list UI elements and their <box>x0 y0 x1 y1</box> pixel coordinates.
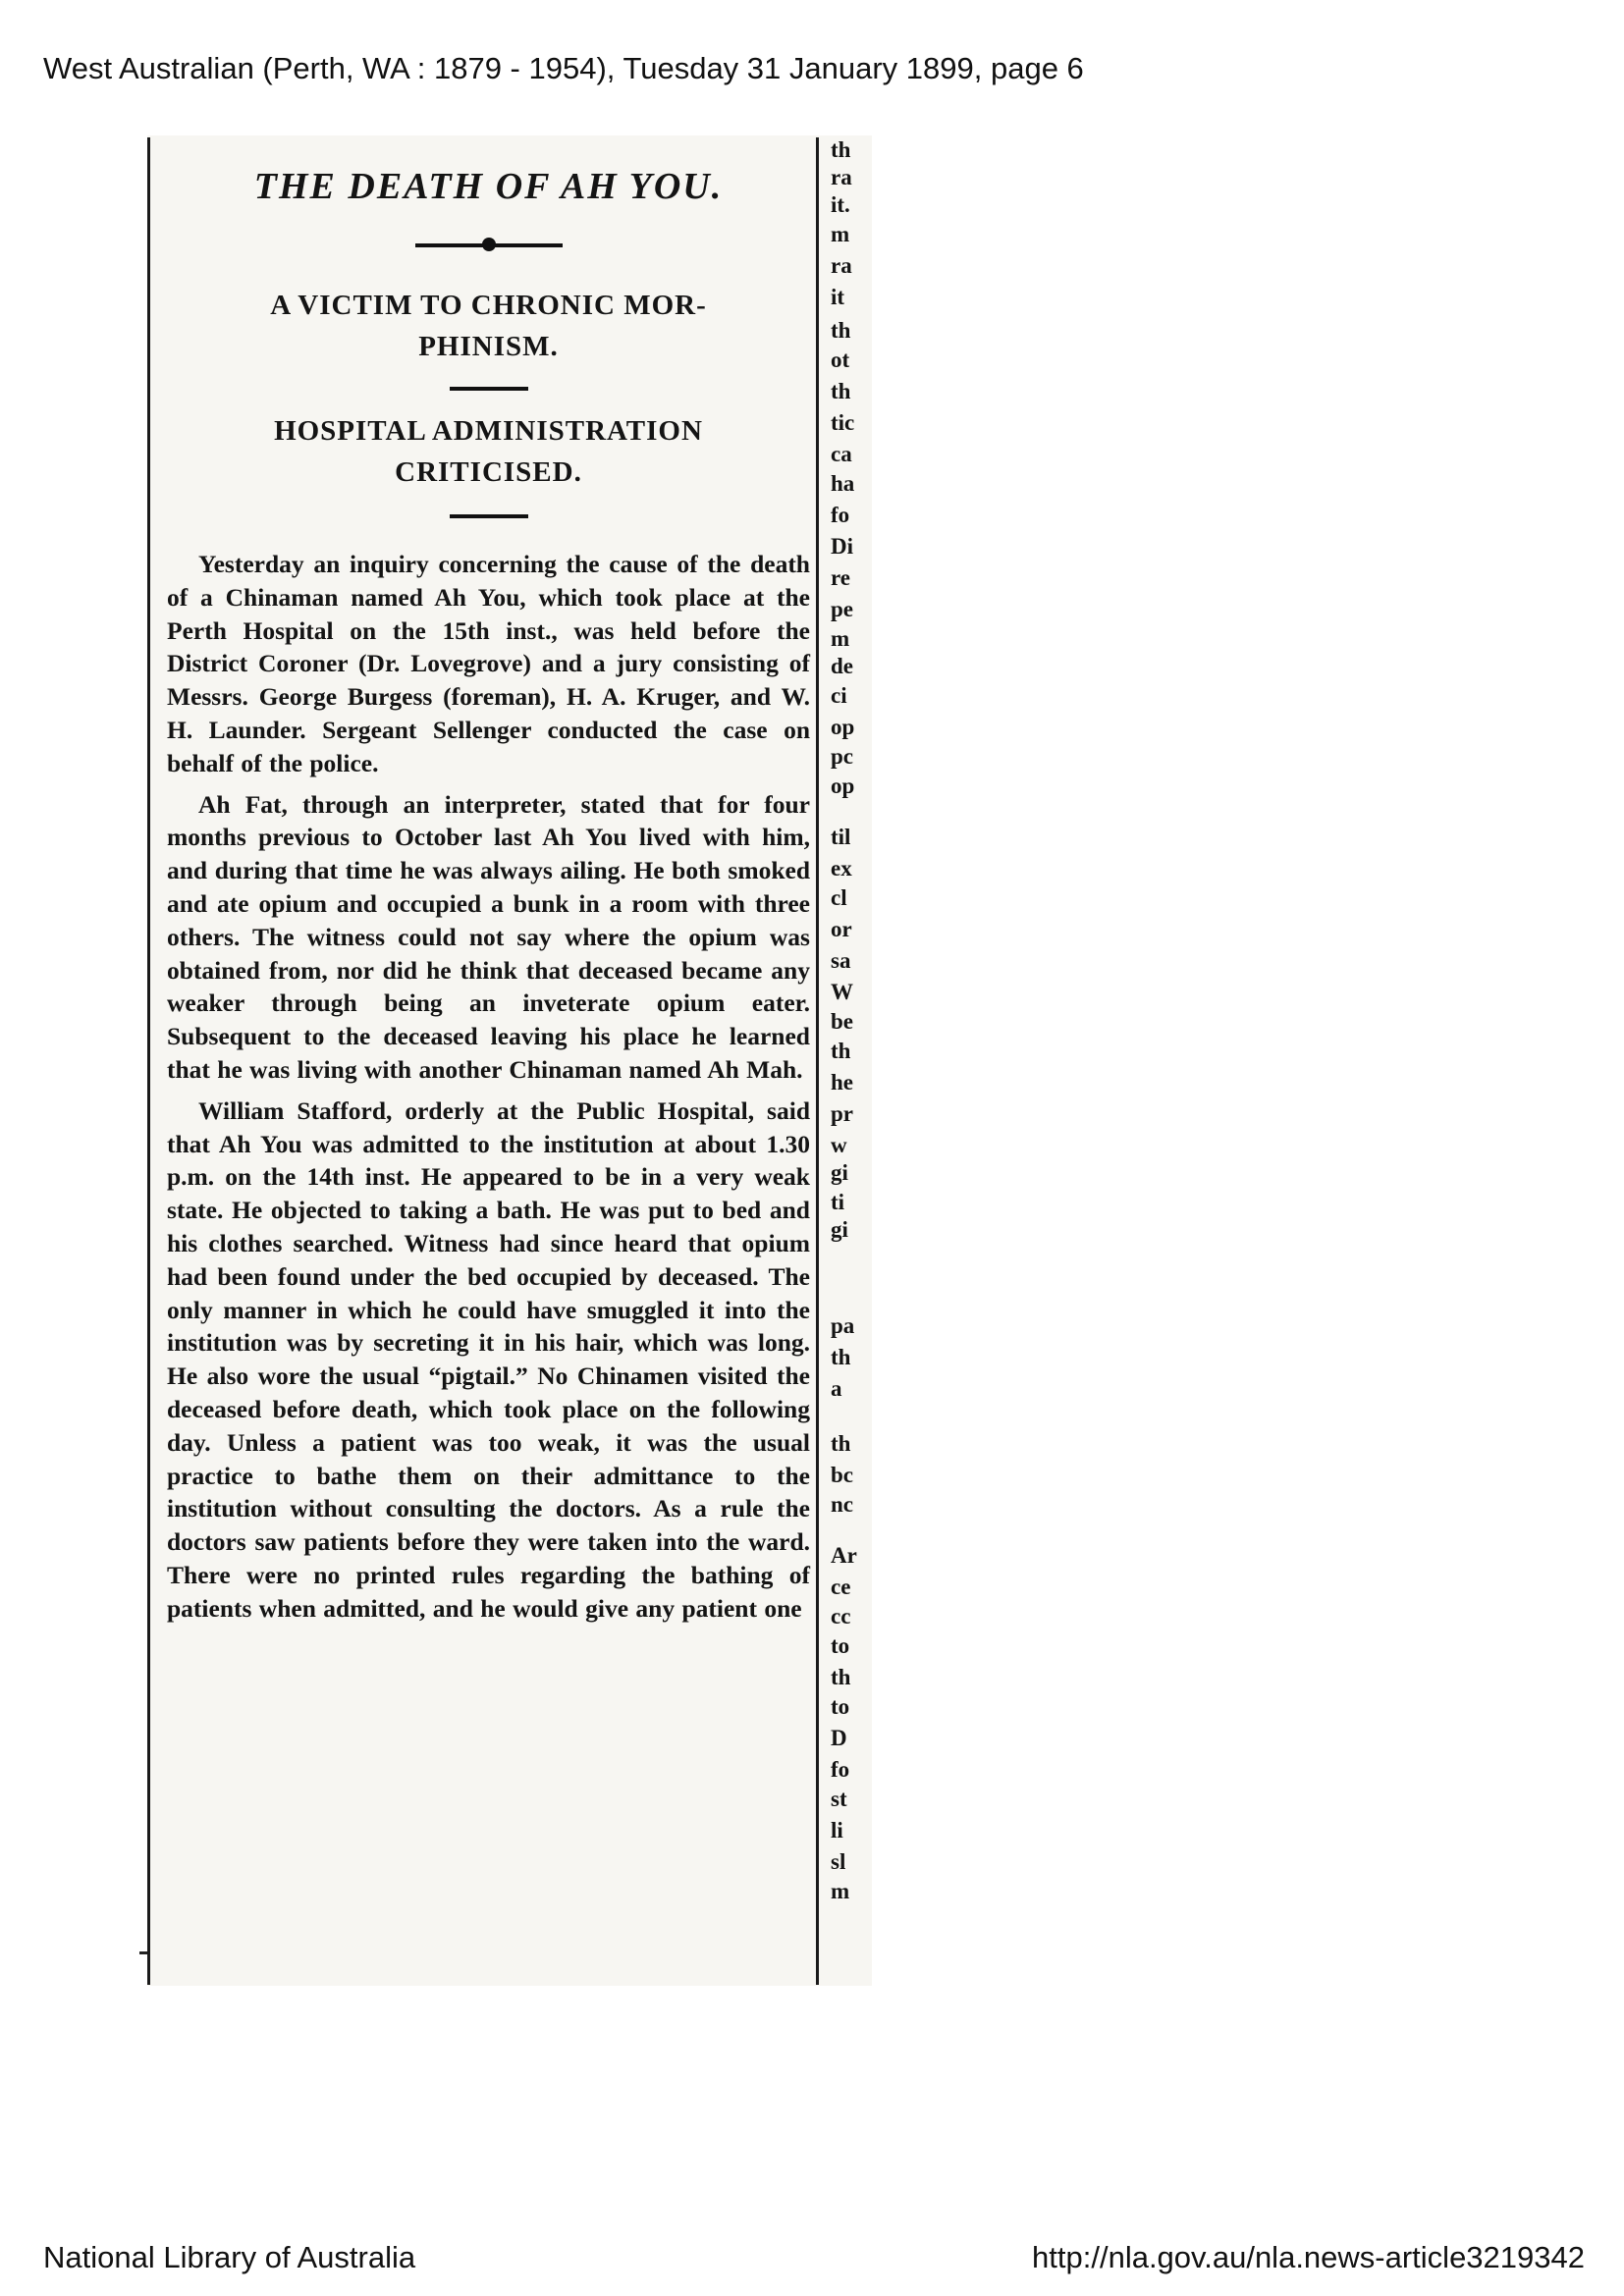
adjacent-fragment: gi <box>831 1217 848 1242</box>
article-paragraph: William Stafford, orderly at the Public Hospital, said that Ah You was admitted to the institution at about 1.30 p.m. on the 14th inst. He appeared to be in a very weak state. He objected to taking a bath. He was put to bed and his clothes searched. Witness had since heard that opium had been found under the bed occupied by deceased. The only manner in which he could have smuggled it into the institution was by secreting it in his hair, which was long. He also wore the usual “pigtail.” No Chinamen visited the deceased before death, which took place on the following day. Unless a patient was too weak, it was the usual practice to bathe them on their admittance to the institution without consulting the doctors. As a rule the doctors saw patients before they were taken into the ward. There were no printed rules regarding the bathing of patients when admitted, and he would give any patient one <box>167 1095 810 1623</box>
adjacent-fragment: bc <box>831 1463 853 1487</box>
adjacent-fragment: th <box>831 318 851 343</box>
adjacent-fragment: fo <box>831 503 850 527</box>
subheading-line: HOSPITAL ADMINISTRATION <box>274 415 703 447</box>
adjacent-fragment: he <box>831 1070 853 1095</box>
adjacent-fragment: pe <box>831 597 853 621</box>
adjacent-fragment: th <box>831 1431 851 1456</box>
adjacent-fragment: ra <box>831 165 852 189</box>
adjacent-fragment: m <box>831 1879 850 1903</box>
adjacent-fragment: ca <box>831 442 852 466</box>
adjacent-fragment: to <box>831 1694 850 1719</box>
adjacent-fragment: li <box>831 1818 843 1842</box>
adjacent-fragment: op <box>831 715 855 739</box>
subheading-line: A VICTIM TO CHRONIC MOR- <box>270 290 707 321</box>
adjacent-fragment: pa <box>831 1313 855 1338</box>
adjacent-fragment: ex <box>831 856 852 881</box>
adjacent-fragment: fo <box>831 1757 850 1782</box>
adjacent-fragment: sa <box>831 948 851 973</box>
article-headline: THE DEATH OF AH YOU. <box>253 166 724 207</box>
adjacent-fragment: be <box>831 1009 853 1034</box>
adjacent-fragment: pr <box>831 1101 853 1126</box>
adjacent-fragment: it. <box>831 192 850 217</box>
footer-url[interactable]: http://nla.gov.au/nla.news-article3219342 <box>1032 2240 1585 2274</box>
adjacent-fragment: or <box>831 917 852 941</box>
adjacent-fragment: w <box>831 1133 847 1157</box>
adjacent-fragment: re <box>831 565 851 590</box>
adjacent-fragment: ra <box>831 253 852 278</box>
adjacent-fragment: a <box>831 1376 842 1401</box>
adjacent-fragment: ot <box>831 347 850 372</box>
adjacent-fragment: Di <box>831 534 853 559</box>
adjacent-fragment: op <box>831 774 855 798</box>
adjacent-fragment: til <box>831 825 851 849</box>
margin-mark <box>139 1951 147 1954</box>
adjacent-fragment: it <box>831 285 845 309</box>
page-header: West Australian (Perth, WA : 1879 - 1954), Tuesday 31 January 1899, page 6 <box>43 51 1084 85</box>
adjacent-fragment: sl <box>831 1849 846 1874</box>
adjacent-fragment: nc <box>831 1492 853 1517</box>
adjacent-fragment: W <box>831 980 853 1004</box>
adjacent-fragment: st <box>831 1787 847 1811</box>
adjacent-fragment: m <box>831 222 850 246</box>
article <box>167 157 810 1633</box>
adjacent-fragment: ci <box>831 683 847 708</box>
adjacent-fragment: th <box>831 1345 851 1369</box>
ornamental-rule <box>415 243 563 247</box>
adjacent-fragment: tic <box>831 410 855 435</box>
adjacent-fragment: ti <box>831 1190 845 1214</box>
adjacent-fragment: th <box>831 1039 851 1063</box>
adjacent-fragment: to <box>831 1633 850 1658</box>
subheading-line: CRITICISED. <box>395 456 582 488</box>
column-rule-left <box>147 137 150 1985</box>
adjacent-fragment: pc <box>831 744 853 769</box>
subheading-line: PHINISM. <box>418 331 559 362</box>
section-rule <box>450 387 528 391</box>
adjacent-fragment: cl <box>831 885 847 910</box>
article-paragraph: Yesterday an inquiry concerning the cause of the death of a Chinaman named Ah You, which took place at the Perth Hospital on the 15th inst., was held before the District Coroner (Dr. Lovegrove) and a jury consisting of Messrs. George Burgess (foreman), H. A. Kruger, and W. H. Launder. Sergeant Sellenger conducted the case on behalf of the police. <box>167 550 810 777</box>
adjacent-fragment: ha <box>831 471 855 496</box>
section-rule <box>450 514 528 518</box>
adjacent-fragment: Ar <box>831 1543 857 1568</box>
adjacent-fragment: m <box>831 626 850 651</box>
adjacent-fragment: ce <box>831 1575 851 1599</box>
adjacent-fragment: D <box>831 1726 847 1750</box>
adjacent-fragment: th <box>831 1665 851 1689</box>
column-rule-right <box>816 137 819 1985</box>
article-paragraph: Ah Fat, through an interpreter, stated that for four months previous to October last Ah You lived with him, and during that time he was always ailing. He both smoked and ate opium and occupied a bunk in a room with three others. The witness could not say where the opium was obtained from, nor did he think that deceased became any weaker through being an inveterate opium eater. Subsequent to the deceased leaving his place he learned that he was living with another Chinaman named Ah Mah. <box>167 789 810 1084</box>
adjacent-fragment: th <box>831 137 851 162</box>
adjacent-fragment: de <box>831 654 853 678</box>
adjacent-fragment: gi <box>831 1160 848 1185</box>
adjacent-fragment: cc <box>831 1604 851 1629</box>
footer-source: National Library of Australia <box>43 2240 416 2274</box>
adjacent-fragment: th <box>831 379 851 403</box>
